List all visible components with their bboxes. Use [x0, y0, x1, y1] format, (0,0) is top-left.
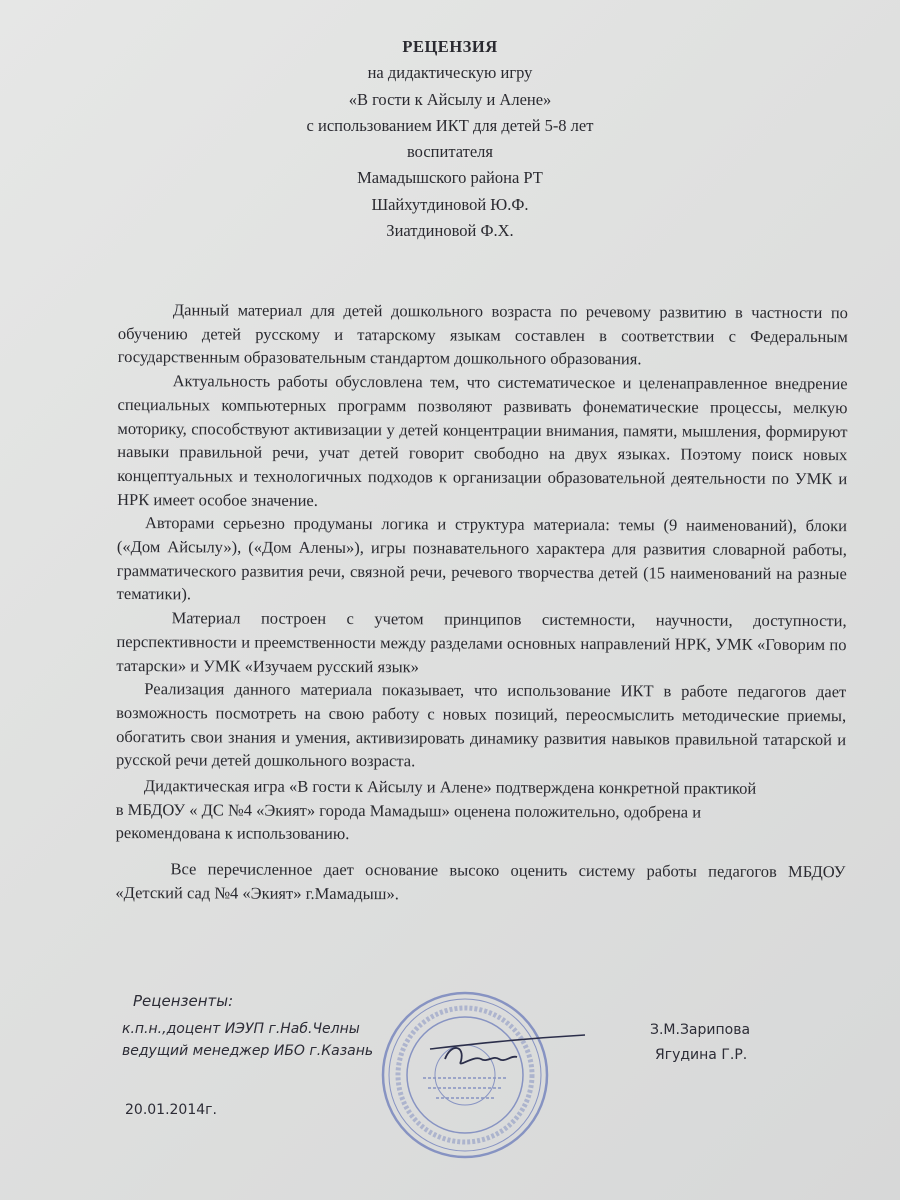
reviewers-label: Рецензенты:: [133, 992, 234, 1010]
document-header: [0, 34, 900, 244]
document-body: [115, 298, 848, 908]
paragraph: Актуальность работы обусловлена тем, что систематическое и целенаправленное внедрение специальных компьютерных программ позволяют развивать фонематические процессы, мелкую моторику, способствуют активизации у детей концентрации внимания, памяти, мышления, формируют навыки правильной речи, учат детей говорит свободно на двух языках. Поэтому поиск новых концептуальных и технологичных подходов к организации образовательной деятельности по УМК и НРК имеет особое значение.: [117, 371, 848, 510]
reviewer-2-role: ведущий менеджер ИБО г.Казань: [122, 1043, 374, 1059]
header-line: «В гости к Айсылу и Алене»: [348, 89, 552, 109]
handwritten-signature-icon: [425, 1015, 590, 1075]
reviewer-1-name: З.М.Зарипова: [650, 1022, 751, 1038]
paragraph: Материал построен с учетом принципов системности, научности, доступности, перспективности и преемственности между разделами основных направлений НРК, УМК «Говорим по татарски» и УМК «Изучаем русский язык»: [116, 608, 847, 676]
header-line: Зиатдиновой Ф.Х.: [386, 221, 514, 241]
header-line: Мамадышского района РТ: [357, 168, 543, 188]
paragraph: Реализация данного материала показывает, что использование ИКТ в работе педагогов дает возможность посмотреть на свою работу с новых позиций, переосмыслить методические приемы, обогатить свои знания и умения, активизировать динамику развития навыков правильной татарской и русской речи детей дошкольного возраста.: [115, 679, 847, 771]
document-date: 20.01.2014г.: [125, 1102, 217, 1118]
paragraph: Все перечисленное дает основание высоко оценить систему работы педагогов МБДОУ «Детский сад №4 «Экият» г.Мамадыш».: [115, 859, 846, 904]
paragraph: Дидактическая игра «В гости к Айсылу и Алене» подтверждена конкретной практикой в МБДОУ « ДС №4 «Экият» города Мамадыш» оценена положительно, одобрена и рекомендована к использованию.: [115, 776, 757, 844]
paragraph: Данный материал для детей дошкольного возраста по речевому развитию в частности по обучению детей русскому и татарскому языкам составлен в соответствии с Федеральным государственным образовательным стандартом дошкольного образования.: [117, 300, 848, 369]
header-line: Шайхутдиновой Ю.Ф.: [371, 194, 529, 214]
header-line: воспитателя: [407, 142, 493, 162]
document-title: РЕЦЕНЗИЯ: [402, 37, 498, 56]
reviewer-2-name: Ягудина Г.Р.: [655, 1047, 748, 1063]
reviewer-1-role: к.п.н.,доцент ИЭУП г.Наб.Челны: [122, 1021, 360, 1037]
header-line: на дидактическую игру: [367, 63, 533, 83]
header-line: с использованием ИКТ для детей 5-8 лет: [306, 115, 594, 135]
paragraph: Авторами серьезно продуманы логика и структура материала: темы (9 наименований), блоки («Дом Айсылу»), («Дом Алены»), игры познавательного характера для развития словарной работы, грамматического развития речи, связной речи, речевого творчества детей (15 наименований на разные тематики).: [116, 513, 848, 604]
